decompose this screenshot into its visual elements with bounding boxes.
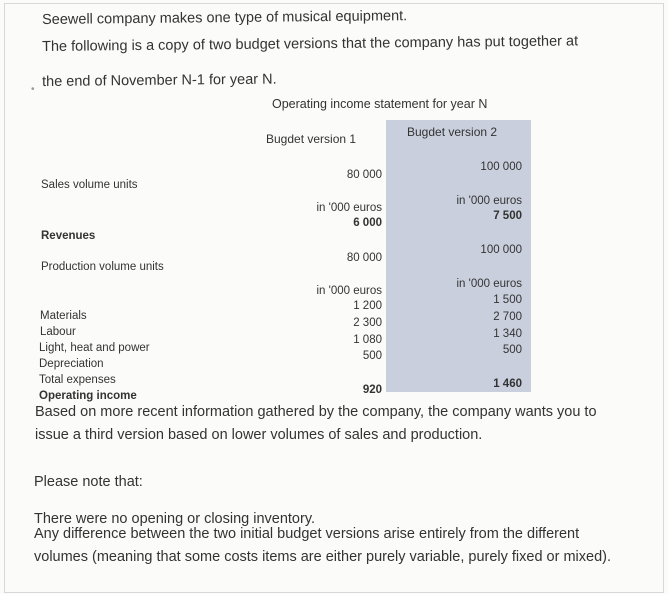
- revenues-v1: 6 000: [353, 217, 382, 229]
- revenues-v2: 7 500: [493, 210, 522, 222]
- page-border: [4, 3, 664, 593]
- operating-income-v2: 1 460: [493, 378, 522, 390]
- revenues-unit-v2: in '000 euros: [456, 195, 522, 207]
- light-heat-power-label: Light, heat and power: [39, 342, 150, 354]
- sales-volume-v1: 80 000: [346, 169, 382, 181]
- depreciation-v1: 500: [362, 350, 382, 362]
- depreciation-label: Depreciation: [39, 358, 104, 370]
- total-expenses-label: Total expenses: [39, 374, 116, 386]
- operating-income-v1: 920: [362, 384, 382, 396]
- expenses-unit-v2: in '000 euros: [456, 278, 522, 290]
- bullet-mark: •: [31, 84, 35, 95]
- production-volume-label: Production volume units: [41, 261, 164, 273]
- light-heat-power-v1: 1 080: [353, 334, 382, 346]
- statement-title: Operating income statement for year N: [272, 97, 488, 111]
- revenues-unit-v1: in '000 euros: [316, 202, 382, 214]
- intro-line-2: The following is a copy of two budget versions that the company has put together at: [42, 33, 579, 55]
- note-volume-differences: Any difference between the two initial budget versions arise entirely from the different volumes (meaning that some costs items are either purely variable, purely fixed or mixed).: [34, 526, 612, 565]
- version-1-header: Bugdet version 1: [266, 132, 357, 146]
- materials-v1: 1 200: [353, 300, 382, 312]
- materials-v2: 1 500: [493, 294, 522, 306]
- expenses-unit-v1: in '000 euros: [316, 285, 382, 297]
- revenues-label: Revenues: [41, 230, 96, 242]
- materials-label: Materials: [40, 310, 87, 322]
- labour-v2: 2 700: [493, 311, 522, 323]
- operating-income-label: Operating income: [39, 390, 137, 402]
- sales-volume-label: Sales volume units: [41, 179, 138, 191]
- version-2-header: Bugdet version 2: [407, 125, 498, 139]
- intro-line-1: Seewell company makes one type of musical equipment.: [42, 8, 408, 28]
- intro-line-3: the end of November N-1 for year N.: [42, 71, 277, 90]
- labour-v1: 2 300: [353, 317, 382, 329]
- production-volume-v1: 80 000: [346, 252, 382, 264]
- sales-volume-v2: 100 000: [480, 161, 522, 173]
- light-heat-power-v2: 1 340: [493, 328, 522, 340]
- labour-label: Labour: [40, 326, 76, 338]
- production-volume-v2: 100 000: [480, 244, 522, 256]
- note-no-inventory: There were no opening or closing inventory.: [34, 511, 316, 527]
- paragraph-third-version: Based on more recent information gathered by the company, the company wants you to issue a third version based on lower volumes of sales and production.: [35, 404, 597, 443]
- note-heading: Please note that:: [34, 474, 143, 490]
- depreciation-v2: 500: [502, 344, 522, 356]
